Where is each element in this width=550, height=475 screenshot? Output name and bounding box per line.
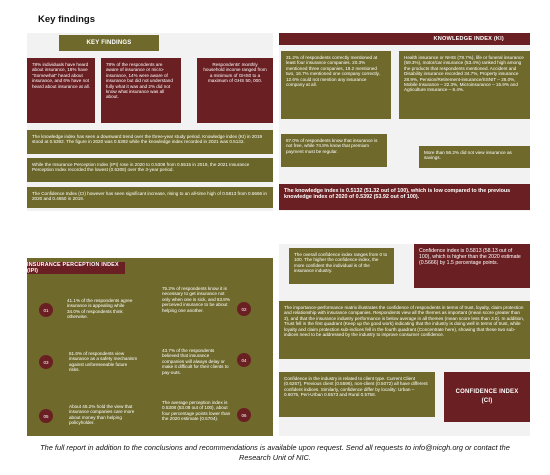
page-title: Key findings xyxy=(38,14,96,25)
perception-index-banner xyxy=(27,262,125,274)
knowledge-index-panel xyxy=(279,33,530,211)
confidence-index-panel xyxy=(279,244,530,436)
ki-card-left-top: 31.2% of respondents correctly mentioned at least four insurance companies. 20.3% mentioned three companies, 19.2 mentioned two, 16.7% mentioned one company correctly, 12.6% could not mention any insurance company at all. xyxy=(281,51,391,119)
confidence-index-banner-label: CONFIDENCE INDEX (CI) xyxy=(455,389,519,404)
key-findings-banner xyxy=(59,35,159,51)
ipi-item-6-text: The average perception index is 0.5308 (53.08 out of 100), about four percentage points lower than the 2020 estimate (0.5704). xyxy=(162,400,231,422)
key-finding-card-1: 78% individuals have heard about insurance, 16% have "Somewhat" heard about insurance, and 6% have not heard about insurance at all. xyxy=(27,58,95,123)
ci-card-middle: The importance-performance matrix illustrates the confidence of respondents in terms of trust, loyalty, claim protection and relationship with insurance companies. Respondents view all the themes as important (mean score greater than 3), and that the insurance industry performance is below average in all themes (mean score less than 3.0). In addition, Trust fell in the first quadrant (Keep up the good work) indicating that the industry is doing well in terms of trust, while loyalty and claim protection sub-indices fell in the fourth quadrant (Concentrate here), showing that these two sub-indices need to be addressed by the industry to improve consumer confidence. xyxy=(279,301,530,359)
ki-card-right-top: Health insurance or NHIS (78.7%), life or funeral insurance (59.3%), motor/car insurance (53.4%) ranked high among the products that respondents mentioned. Accident and Disability insurance recorded 34.7%, Property insurance 28.9%, Pension/Retirement-insurance/SSNIT – 26.0%, Mobile Insurance – 22.3%, Microinsurance – 15.9% and Agriculture Insurance – 6.4%. xyxy=(399,51,530,119)
ki-card-left-bottom: 87.0% of respondents know that insurance is not free, while 74.8% know that premium payment must be regular. xyxy=(281,134,387,167)
perception-index-panel xyxy=(27,258,273,436)
confidence-index-banner xyxy=(444,372,530,422)
ci-card-top-left: The overall confidence index ranges from 0 to 100. The higher the confidence index, the more confident the individual is of the insurance industry. xyxy=(289,248,394,284)
ipi-item-5-number: 05 xyxy=(39,409,53,423)
ipi-item-1-text: 41.1% of the respondents agree insurance is appealing while 34.0% of respondents think otherwise. xyxy=(67,298,133,320)
knowledge-index-banner-label: KNOWLEDGE INDEX (KI) xyxy=(433,36,504,42)
footer-note: The full report in addition to the conclusions and recommendations is available upon request. Send all requests to info@nicgh.org or contact the Research Unit of NIC. xyxy=(40,443,510,462)
ipi-item-3-text: 61.6% of respondents view insurance as a safety mechanism against unforeseeable future risks. xyxy=(69,351,138,373)
ipi-item-2-number: 02 xyxy=(237,302,251,316)
knowledge-index-banner xyxy=(279,33,530,45)
ipi-item-2-text: 75.2% of respondents know it is necessary to get insurance not only when one is sick, and 63.8% perceived insurance to be about helping one another. xyxy=(162,286,230,313)
ipi-item-4-text: 43.7% of the respondents believed that insurance companies will always delay or make it difficult for their clients to pay-outs. xyxy=(162,348,229,375)
ipi-item-6-number: 06 xyxy=(237,408,251,422)
key-finding-card-2: 78% of the respondents are aware of insurance or micro-insurance, 14% were aware of insurance but did not understand fully what it was and 2% did not know what insurance was all about. xyxy=(101,58,181,123)
ipi-item-3-number: 03 xyxy=(39,355,53,369)
key-finding-para-1: The knowledge index has seen a downward trend over the three-year study period. Knowledge index (KI) in 2019 stood at 0.5392. The figure in 2020 was 0.5392 while the knowledge index recorded in 2021 was 0.5132. xyxy=(27,130,273,154)
ci-card-bottom: Confidence in the industry is related to client type. Current Client (0.6267), Previous client (0.5596), non-client (0.5072) all have different confident indices. Similarly, confidence differ by locality: Urban – 0.6075, Peri-Urban 0.5573 and Rural 0.5758. xyxy=(279,372,435,417)
key-findings-panel xyxy=(27,33,273,211)
ipi-item-1-number: 01 xyxy=(39,303,53,317)
ki-summary: The knowledge index is 0.5132 (51.32 out of 100), which is low compared to the previous knowledge index of 2020 of 0.5392 (53.92 out of 100). xyxy=(279,184,530,210)
perception-index-banner-label: INSURANCE PERCEPTION INDEX (IPI) xyxy=(27,262,119,274)
key-finding-card-3: Respondents' monthly household income ranged from a minimum of GHS0 to a maximum of GHS 50, 000. xyxy=(197,58,273,123)
key-finding-para-3: The Confidence Index (CI) however has seen significant increase, rising to an all-time high of 0.5813 from 0.5666 in 2020 and 0.4650 in 2019. xyxy=(27,187,273,208)
ki-card-right-bottom: More than 56.2% did not view insurance as savings. xyxy=(419,146,530,168)
key-finding-para-2: While the Insurance Perception Index (IPI) rose in 2020 to 0.5308 from 0.5515 in 2019, the 2021 Insurance Perception Index recorded the lowest (0.5308) over the 3-year period. xyxy=(27,158,273,182)
ipi-item-4-number: 04 xyxy=(237,353,251,367)
key-findings-banner-label: KEY FINDINGS xyxy=(86,40,132,46)
ci-card-top-right: Confidence index is 0.5813 (58.13 out of 100), which is higher than the 2020 estimate (0.5666) by 1.5 percentage points. xyxy=(414,244,530,288)
ipi-item-5-text: About 46.2% hold the view that insurance companies care more about money than helping policyholder. xyxy=(69,404,135,426)
